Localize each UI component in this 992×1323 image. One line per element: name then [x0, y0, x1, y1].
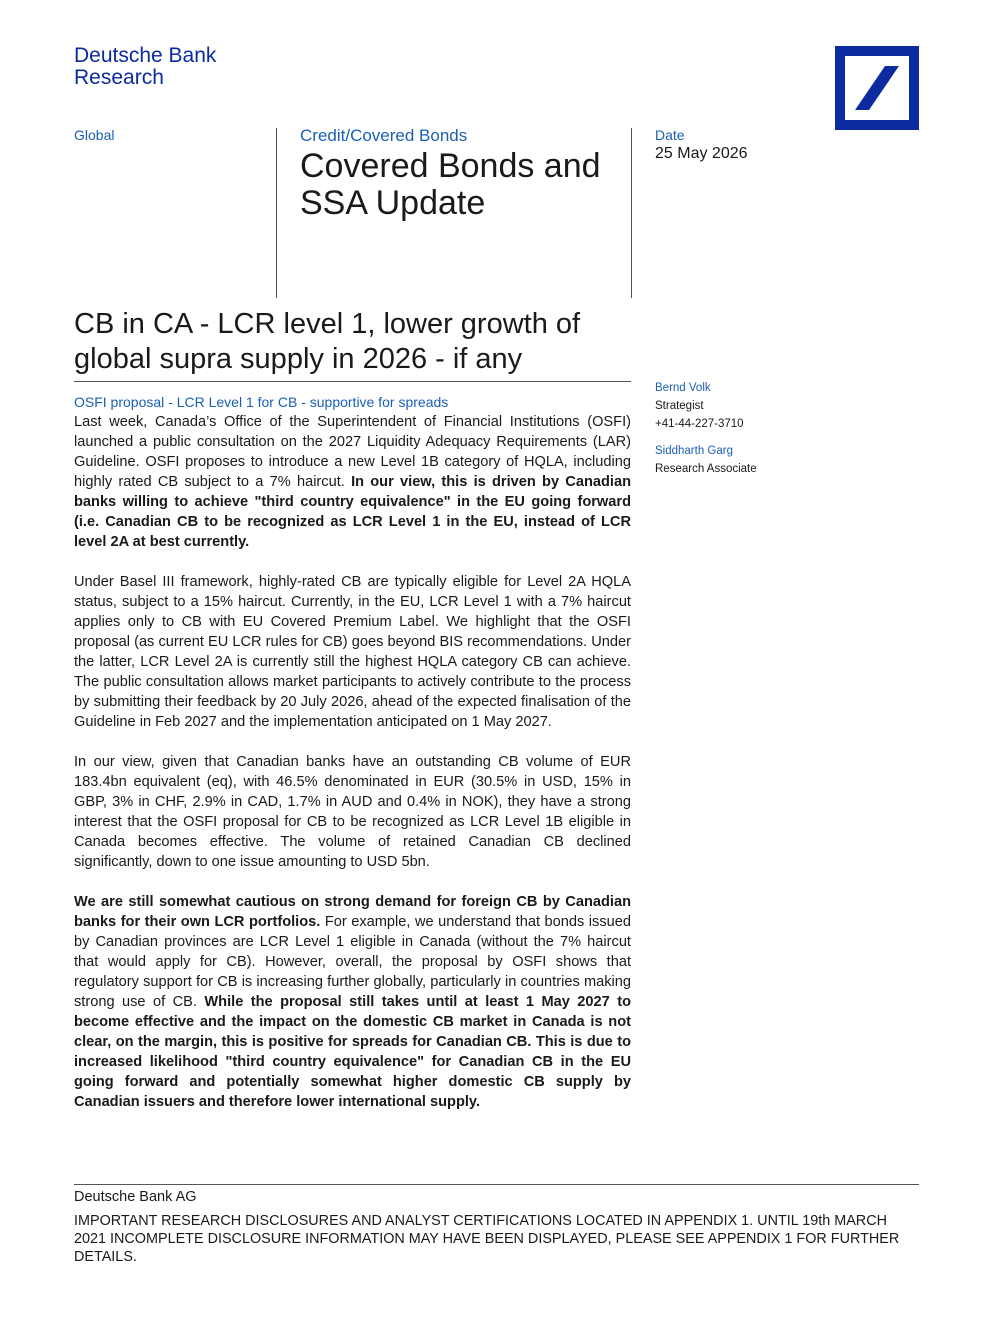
footer-rule: [74, 1184, 919, 1185]
section-heading: OSFI proposal - LCR Level 1 for CB - supportive for spreads: [74, 394, 449, 410]
analyst-phone: +41-44-227-3710: [655, 418, 744, 430]
analyst-card: [655, 379, 744, 433]
footer-company: Deutsche Bank AG: [74, 1189, 197, 1205]
brand-line-2: Research: [74, 66, 164, 89]
paragraph: Under Basel III framework, highly-rated CB are typically eligible for Level 2A HQLA status, subject to a 15% haircut. Currently, in the EU, LCR Level 1 with a 7% haircut applies only to CB with EU Covered Premium Label. We highlight that the OSFI proposal (as current EU LCR rules for CB) goes beyond BIS recommendations. Under the latter, LCR Level 2A is currently still the highest HQLA category CB can achieve. The public consultation allows market participants to actively contribute to the process by submitting their feedback by 20 July 2026, ahead of the expected finalisation of the Guideline in Feb 2027 and the implementation anticipated on 1 May 2027.: [74, 574, 631, 730]
analyst-card: [655, 442, 757, 478]
headline-rule: [74, 381, 631, 382]
date-label: Date: [655, 127, 685, 143]
logo-slash-icon: [855, 66, 899, 110]
footer-disclosure: IMPORTANT RESEARCH DISCLOSURES AND ANALYST CERTIFICATIONS LOCATED IN APPENDIX 1. UNTIL 19th MARCH 2021 INCOMPLETE DISCLOSURE INFORMATION MAY HAVE BEEN DISPLAYED, PLEASE SEE APPENDIX 1 FOR FURTHER DETAILS.: [74, 1213, 900, 1265]
brand-line-1: Deutsche Bank: [74, 44, 217, 67]
report-headline: CB in CA - LCR level 1, lower growth of global supra supply in 2026 - if any: [74, 308, 581, 375]
brand-wordmark: [74, 45, 216, 89]
report-body: [74, 412, 631, 1132]
header-divider-left: [276, 128, 277, 298]
paragraph: Last week, Canada’s Office of the Superintendent of Financial Institutions (OSFI) launched a public consultation on the 2027 Liquidity Adequacy Requirements (LAR) Guideline. OSFI proposes to introduce a new Level 1B category of HQLA, including highly rated CB subject to a 7% haircut. In our view, this is driven by Canadian banks willing to achieve "third country equivalence" in the EU going forward (i.e. Canadian CB to be recognized as LCR Level 1 in the EU, instead of LCR level 2A at best currently.: [74, 414, 631, 550]
category-label: Credit/Covered Bonds: [300, 126, 468, 145]
paragraph: We are still somewhat cautious on strong demand for foreign CB by Canadian banks for their own LCR portfolios. For example, we understand that bonds issued by Canadian provinces are LCR Level 1 eligible in Canada (without the 7% haircut that would apply for CB). However, overall, the proposal by OSFI shows that regulatory support for CB is increasing further globally, particularly in countries making strong use of CB. While the proposal still takes until at least 1 May 2027 to become effective and the impact on the domestic CB market in Canada is not clear, on the margin, this is positive for spreads for Canadian CB. This is due to increased likelihood "third country equivalence" for Canadian CB in the EU going forward and potentially somewhat higher domestic CB supply by Canadian issuers and therefore lower international supply.: [74, 894, 632, 1110]
analyst-name[interactable]: Bernd Volk: [655, 382, 711, 394]
date-value: 25 May 2026: [655, 145, 748, 162]
paragraph: In our view, given that Canadian banks have an outstanding CB volume of EUR 183.4bn equivalent (eq), with 46.5% denominated in EUR (30.5% in USD, 15% in GBP, 3% in CHF, 2.9% in CAD, 1.7% in AUD and 0.4% in NOK), they have a strong interest that the OSFI proposal for CB to be recognized as LCR Level 1B eligible in Canada becomes effective. The volume of retained Canadian CB declined significantly, down to one issue amounting to USD 5bn.: [74, 754, 631, 870]
region-label: Global: [74, 127, 115, 143]
analyst-name[interactable]: Siddharth Garg: [655, 445, 733, 457]
header-divider-right: [631, 128, 632, 298]
analyst-role: Strategist: [655, 400, 704, 412]
publication-title: Covered Bonds and SSA Update: [300, 147, 601, 222]
deutsche-bank-logo-icon: [835, 46, 919, 130]
analyst-role: Research Associate: [655, 463, 757, 475]
